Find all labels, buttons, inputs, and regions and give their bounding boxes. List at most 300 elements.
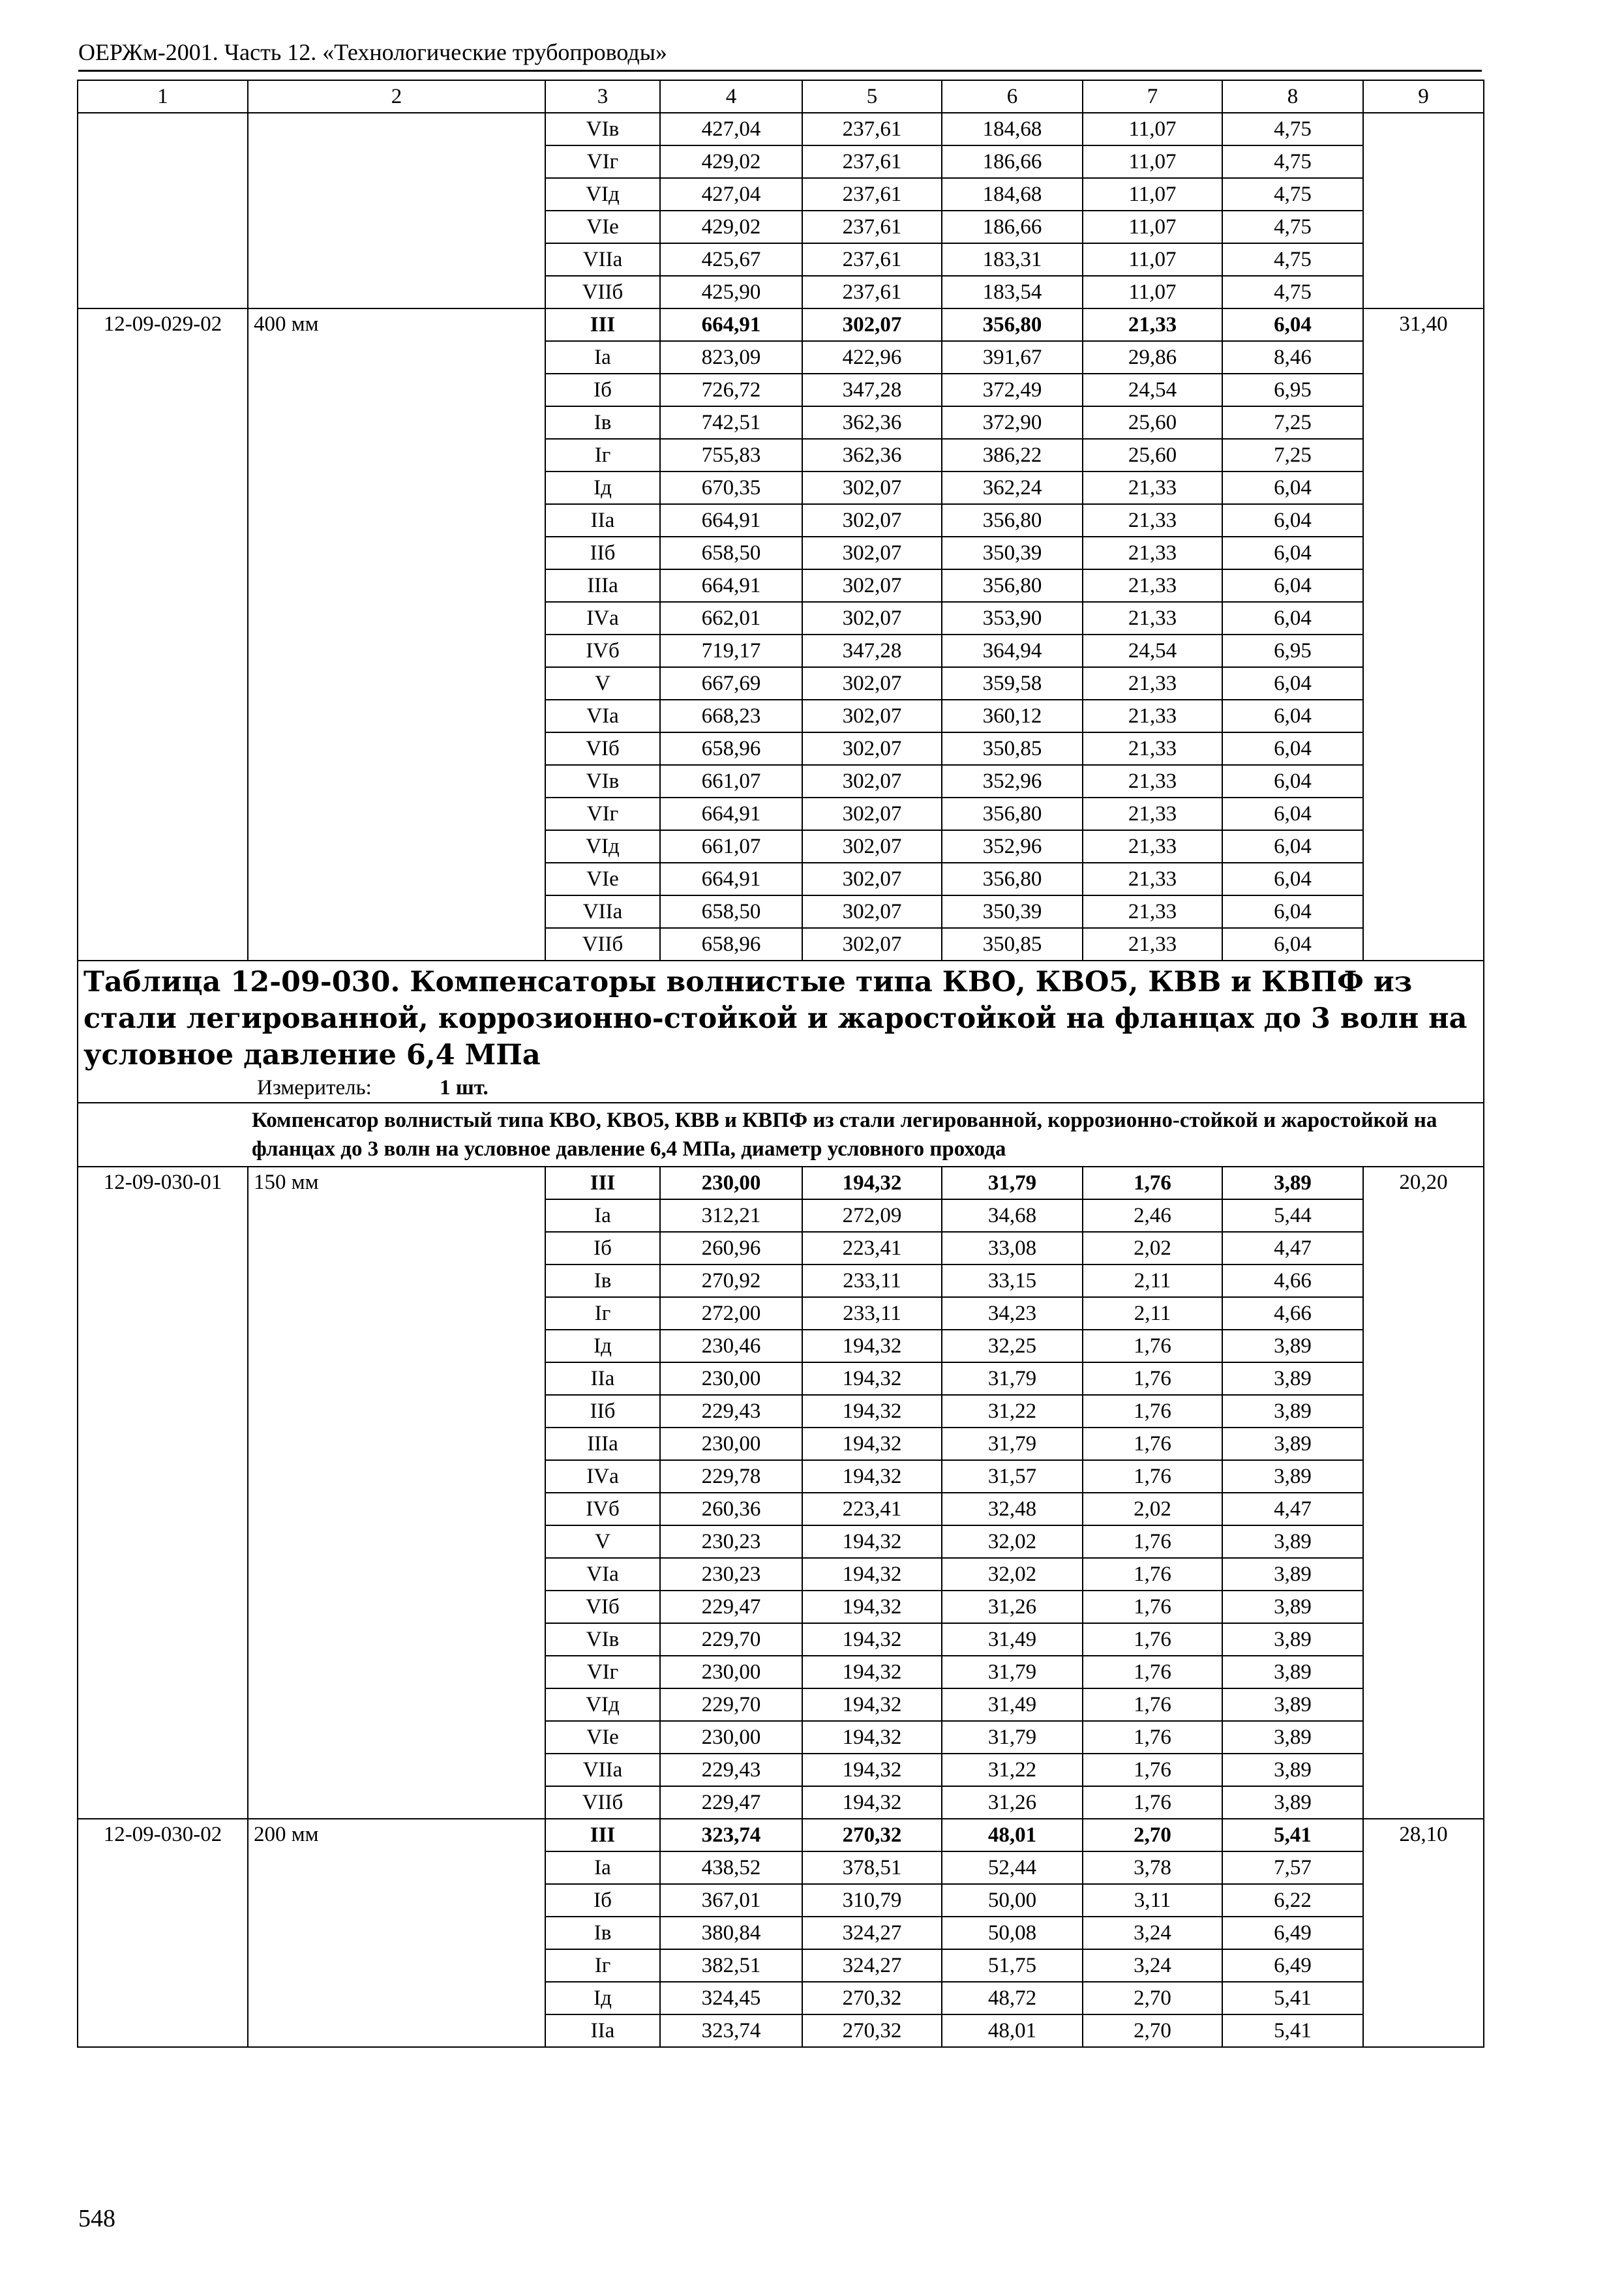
cell-value: 3,89: [1222, 1754, 1363, 1786]
cell-value: 1,76: [1083, 1558, 1222, 1591]
column-number: 7: [1083, 80, 1222, 113]
cell-value: 5,41: [1222, 2014, 1363, 2047]
cell-value: 4,47: [1222, 1493, 1363, 1525]
cell-value: 658,50: [660, 895, 802, 928]
cell-value: 260,36: [660, 1493, 802, 1525]
cell-value: 230,00: [660, 1721, 802, 1754]
cell-value: 230,23: [660, 1525, 802, 1558]
cell-value: 3,11: [1083, 1884, 1222, 1917]
cell-value: 1,76: [1083, 1362, 1222, 1395]
cell-value: 3,89: [1222, 1428, 1363, 1460]
cell-value: 6,95: [1222, 374, 1363, 406]
region-mark: VIIб: [545, 1786, 660, 1819]
cell-value: 50,00: [942, 1884, 1083, 1917]
region-mark: Iа: [545, 1851, 660, 1884]
cell-value: 5,41: [1222, 1982, 1363, 2014]
cell-value: 719,17: [660, 635, 802, 667]
cell-value: 229,78: [660, 1460, 802, 1493]
region-mark: VIIа: [545, 243, 660, 276]
cell-value: 356,80: [942, 504, 1083, 537]
cell-value: 302,07: [802, 471, 942, 504]
cell-value: 425,67: [660, 243, 802, 276]
cell-value: 1,76: [1083, 1395, 1222, 1428]
cell-value: 194,32: [802, 1623, 942, 1656]
cell-value: 4,75: [1222, 113, 1363, 145]
cell-value: 1,76: [1083, 1688, 1222, 1721]
cell-value: 323,74: [660, 2014, 802, 2047]
labor-total: 31,40: [1363, 308, 1484, 961]
cell-value: 48,72: [942, 1982, 1083, 2014]
cell-value: 183,54: [942, 276, 1083, 308]
cell-value: 194,32: [802, 1558, 942, 1591]
cell-value: 350,39: [942, 537, 1083, 569]
labor-total: [1363, 113, 1484, 308]
cell-value: 21,33: [1083, 308, 1222, 341]
region-mark: IIIа: [545, 1428, 660, 1460]
region-mark: Iб: [545, 1232, 660, 1264]
cell-value: 662,01: [660, 602, 802, 635]
cell-value: 272,00: [660, 1297, 802, 1330]
cell-value: 347,28: [802, 374, 942, 406]
column-number-row: [78, 80, 1484, 113]
cell-value: 24,54: [1083, 635, 1222, 667]
cell-value: 21,33: [1083, 765, 1222, 798]
cell-value: 233,11: [802, 1264, 942, 1297]
cell-value: 6,04: [1222, 602, 1363, 635]
cell-value: 668,23: [660, 700, 802, 732]
measure-line: [257, 1073, 1478, 1102]
cell-value: 184,68: [942, 178, 1083, 211]
cell-value: 324,27: [802, 1917, 942, 1949]
cell-value: 1,76: [1083, 1786, 1222, 1819]
region-mark: IVб: [545, 1493, 660, 1525]
cell-value: 3,89: [1222, 1525, 1363, 1558]
cell-value: 359,58: [942, 667, 1083, 700]
region-mark: VIIа: [545, 895, 660, 928]
rate-name: [248, 113, 545, 308]
region-mark: VIг: [545, 1656, 660, 1688]
cell-value: 1,76: [1083, 1167, 1222, 1199]
cell-value: 6,04: [1222, 732, 1363, 765]
region-mark: Iв: [545, 1264, 660, 1297]
region-mark: VIб: [545, 1591, 660, 1623]
cell-value: 31,79: [942, 1656, 1083, 1688]
cell-value: 194,32: [802, 1721, 942, 1754]
cell-value: 31,22: [942, 1754, 1083, 1786]
region-mark: V: [545, 1525, 660, 1558]
cell-value: 6,04: [1222, 537, 1363, 569]
cell-value: 302,07: [802, 537, 942, 569]
cell-value: 6,22: [1222, 1884, 1363, 1917]
cell-value: 372,90: [942, 406, 1083, 439]
cell-value: 194,32: [802, 1428, 942, 1460]
cell-value: 29,86: [1083, 341, 1222, 374]
cell-value: 3,89: [1222, 1688, 1363, 1721]
cell-value: 302,07: [802, 308, 942, 341]
cell-value: 7,57: [1222, 1851, 1363, 1884]
cell-value: 425,90: [660, 276, 802, 308]
cell-value: 5,41: [1222, 1819, 1363, 1851]
cell-value: 237,61: [802, 178, 942, 211]
cell-value: 7,25: [1222, 406, 1363, 439]
cell-value: 31,79: [942, 1362, 1083, 1395]
cell-value: 260,96: [660, 1232, 802, 1264]
cell-value: 21,33: [1083, 863, 1222, 895]
cell-value: 3,89: [1222, 1623, 1363, 1656]
cell-value: 2,02: [1083, 1493, 1222, 1525]
region-mark: VIIб: [545, 276, 660, 308]
cell-value: 194,32: [802, 1362, 942, 1395]
cell-value: 11,07: [1083, 113, 1222, 145]
cell-value: 32,02: [942, 1558, 1083, 1591]
cell-value: 21,33: [1083, 928, 1222, 961]
cell-value: 21,33: [1083, 602, 1222, 635]
cell-value: 6,04: [1222, 928, 1363, 961]
cell-value: 352,96: [942, 765, 1083, 798]
cell-value: 230,00: [660, 1362, 802, 1395]
cell-value: 184,68: [942, 113, 1083, 145]
region-mark: Iв: [545, 1917, 660, 1949]
cell-value: 230,23: [660, 1558, 802, 1591]
cell-value: 11,07: [1083, 145, 1222, 178]
table-title: Таблица 12-09-030. Компенсаторы волнистые типа КВО, КВО5, КВВ и КВПФ из стали легированной, коррозионно-стойкой и жаростойкой на фланцах до 3 волн на условное давление 6,4 МПа: [83, 966, 1467, 1071]
cell-value: 362,24: [942, 471, 1083, 504]
cell-value: 1,76: [1083, 1754, 1222, 1786]
cell-value: 360,12: [942, 700, 1083, 732]
cell-value: 32,48: [942, 1493, 1083, 1525]
cell-value: 194,32: [802, 1754, 942, 1786]
cell-value: 6,04: [1222, 667, 1363, 700]
region-mark: III: [545, 308, 660, 341]
region-mark: Iд: [545, 1330, 660, 1362]
cell-value: 6,04: [1222, 863, 1363, 895]
cell-value: 4,75: [1222, 276, 1363, 308]
cell-value: 229,43: [660, 1754, 802, 1786]
column-number: 2: [248, 80, 545, 113]
cell-value: 2,02: [1083, 1232, 1222, 1264]
cell-value: 3,89: [1222, 1395, 1363, 1428]
cell-value: 6,04: [1222, 700, 1363, 732]
cell-value: 302,07: [802, 798, 942, 830]
cell-value: 237,61: [802, 145, 942, 178]
cell-value: 3,78: [1083, 1851, 1222, 1884]
cell-value: 4,75: [1222, 178, 1363, 211]
cell-value: 48,01: [942, 2014, 1083, 2047]
cell-value: 2,70: [1083, 2014, 1222, 2047]
rates-table: [77, 80, 1484, 2048]
cell-value: 302,07: [802, 602, 942, 635]
cell-value: 658,96: [660, 928, 802, 961]
cell-value: 7,25: [1222, 439, 1363, 471]
cell-value: 362,36: [802, 439, 942, 471]
cell-value: 31,49: [942, 1688, 1083, 1721]
region-mark: Iг: [545, 439, 660, 471]
rate-name: 200 мм: [248, 1819, 545, 2047]
rate-name: 400 мм: [248, 308, 545, 961]
cell-value: 429,02: [660, 145, 802, 178]
region-mark: IVб: [545, 635, 660, 667]
region-mark: IIб: [545, 1395, 660, 1428]
cell-value: 391,67: [942, 341, 1083, 374]
cell-value: 302,07: [802, 765, 942, 798]
cell-value: 3,24: [1083, 1917, 1222, 1949]
cell-value: 2,70: [1083, 1819, 1222, 1851]
cell-value: 661,07: [660, 830, 802, 863]
cell-value: 664,91: [660, 569, 802, 602]
region-mark: IIа: [545, 2014, 660, 2047]
cell-value: 352,96: [942, 830, 1083, 863]
region-mark: VIд: [545, 1688, 660, 1721]
cell-value: 350,85: [942, 928, 1083, 961]
cell-value: 3,24: [1083, 1949, 1222, 1982]
cell-value: 33,15: [942, 1264, 1083, 1297]
cell-value: 356,80: [942, 569, 1083, 602]
region-mark: VIг: [545, 145, 660, 178]
cell-value: 302,07: [802, 700, 942, 732]
column-number: 6: [942, 80, 1083, 113]
cell-value: 237,61: [802, 211, 942, 243]
rate-code: [78, 113, 248, 308]
region-mark: Iв: [545, 406, 660, 439]
cell-value: 6,04: [1222, 830, 1363, 863]
cell-value: 5,44: [1222, 1199, 1363, 1232]
region-mark: VIв: [545, 113, 660, 145]
cell-value: 21,33: [1083, 667, 1222, 700]
rate-code: 12-09-030-02: [78, 1819, 248, 2047]
cell-value: 11,07: [1083, 276, 1222, 308]
cell-value: 2,70: [1083, 1982, 1222, 2014]
rate-code: 12-09-030-01: [78, 1167, 248, 1819]
cell-value: 427,04: [660, 178, 802, 211]
column-number: 4: [660, 80, 802, 113]
cell-value: 48,01: [942, 1819, 1083, 1851]
cell-value: 32,25: [942, 1330, 1083, 1362]
cell-value: 356,80: [942, 308, 1083, 341]
cell-value: 21,33: [1083, 504, 1222, 537]
column-number: 8: [1222, 80, 1363, 113]
region-mark: Iа: [545, 341, 660, 374]
cell-value: 438,52: [660, 1851, 802, 1884]
cell-value: 3,89: [1222, 1656, 1363, 1688]
cell-value: 1,76: [1083, 1623, 1222, 1656]
measure-unit: 1 шт.: [440, 1076, 489, 1100]
cell-value: 233,11: [802, 1297, 942, 1330]
cell-value: 230,00: [660, 1167, 802, 1199]
cell-value: 6,95: [1222, 635, 1363, 667]
region-mark: IVа: [545, 1460, 660, 1493]
rate-name: 150 мм: [248, 1167, 545, 1819]
cell-value: 4,75: [1222, 243, 1363, 276]
cell-value: 726,72: [660, 374, 802, 406]
cell-value: 1,76: [1083, 1428, 1222, 1460]
cell-value: 755,83: [660, 439, 802, 471]
cell-value: 194,32: [802, 1786, 942, 1819]
cell-value: 32,02: [942, 1525, 1083, 1558]
cell-value: 24,54: [1083, 374, 1222, 406]
cell-value: 11,07: [1083, 243, 1222, 276]
table-row: [78, 308, 1484, 341]
region-mark: VIг: [545, 798, 660, 830]
cell-value: 1,76: [1083, 1591, 1222, 1623]
labor-total: 20,20: [1363, 1167, 1484, 1819]
region-mark: IVа: [545, 602, 660, 635]
cell-value: 50,08: [942, 1917, 1083, 1949]
cell-value: 194,32: [802, 1330, 942, 1362]
cell-value: 52,44: [942, 1851, 1083, 1884]
cell-value: 194,32: [802, 1395, 942, 1428]
cell-value: 6,04: [1222, 895, 1363, 928]
cell-value: 427,04: [660, 113, 802, 145]
table-row: [78, 1819, 1484, 1851]
cell-value: 6,04: [1222, 504, 1363, 537]
cell-value: 664,91: [660, 504, 802, 537]
cell-value: 6,04: [1222, 765, 1363, 798]
cell-value: 378,51: [802, 1851, 942, 1884]
cell-value: 237,61: [802, 113, 942, 145]
cell-value: 4,66: [1222, 1264, 1363, 1297]
cell-value: 229,70: [660, 1623, 802, 1656]
cell-value: 364,94: [942, 635, 1083, 667]
measure-label: Измеритель:: [257, 1076, 372, 1100]
region-mark: VIе: [545, 1721, 660, 1754]
cell-value: 2,11: [1083, 1264, 1222, 1297]
cell-value: 3,89: [1222, 1786, 1363, 1819]
cell-value: 353,90: [942, 602, 1083, 635]
cell-value: 6,04: [1222, 798, 1363, 830]
cell-value: 661,07: [660, 765, 802, 798]
region-mark: IIIа: [545, 569, 660, 602]
cell-value: 31,22: [942, 1395, 1083, 1428]
cell-value: 186,66: [942, 145, 1083, 178]
region-mark: VIIб: [545, 928, 660, 961]
cell-value: 6,49: [1222, 1949, 1363, 1982]
cell-value: 6,49: [1222, 1917, 1363, 1949]
cell-value: 25,60: [1083, 439, 1222, 471]
region-mark: IIа: [545, 1362, 660, 1395]
cell-value: 664,91: [660, 798, 802, 830]
cell-value: 34,68: [942, 1199, 1083, 1232]
cell-value: 367,01: [660, 1884, 802, 1917]
cell-value: 230,00: [660, 1428, 802, 1460]
table-row: [78, 1167, 1484, 1199]
cell-value: 667,69: [660, 667, 802, 700]
cell-value: 1,76: [1083, 1330, 1222, 1362]
cell-value: 350,85: [942, 732, 1083, 765]
cell-value: 194,32: [802, 1167, 942, 1199]
region-mark: VIб: [545, 732, 660, 765]
cell-value: 350,39: [942, 895, 1083, 928]
cell-value: 31,49: [942, 1623, 1083, 1656]
cell-value: 302,07: [802, 667, 942, 700]
cell-value: 3,89: [1222, 1167, 1363, 1199]
cell-value: 664,91: [660, 863, 802, 895]
cell-value: 11,07: [1083, 211, 1222, 243]
header-rule: [78, 70, 1482, 72]
cell-value: 324,45: [660, 1982, 802, 2014]
cell-value: 194,32: [802, 1656, 942, 1688]
cell-value: 194,32: [802, 1591, 942, 1623]
cell-value: 658,50: [660, 537, 802, 569]
cell-value: 1,76: [1083, 1525, 1222, 1558]
cell-value: 670,35: [660, 471, 802, 504]
region-mark: VIа: [545, 1558, 660, 1591]
table-description: Компенсатор волнистый типа КВО, КВО5, КВВ и КВПФ из стали легированной, коррозионно-стойкой и жаростойкой на фланцах до 3 волн на условное давление 6,4 МПа, диаметр условного прохода: [78, 1103, 1484, 1167]
cell-value: 2,46: [1083, 1199, 1222, 1232]
cell-value: 229,70: [660, 1688, 802, 1721]
cell-value: 658,96: [660, 732, 802, 765]
region-mark: IIб: [545, 537, 660, 569]
cell-value: 4,75: [1222, 211, 1363, 243]
cell-value: 223,41: [802, 1232, 942, 1264]
cell-value: 3,89: [1222, 1721, 1363, 1754]
cell-value: 312,21: [660, 1199, 802, 1232]
rate-code: 12-09-029-02: [78, 308, 248, 961]
cell-value: 21,33: [1083, 895, 1222, 928]
cell-value: 25,60: [1083, 406, 1222, 439]
cell-value: 31,79: [942, 1721, 1083, 1754]
region-mark: III: [545, 1167, 660, 1199]
region-mark: Iа: [545, 1199, 660, 1232]
page-number: 548: [78, 2205, 115, 2232]
description-row: [78, 1103, 1484, 1167]
region-mark: Iг: [545, 1297, 660, 1330]
cell-value: 230,00: [660, 1656, 802, 1688]
cell-value: 6,04: [1222, 308, 1363, 341]
cell-value: 194,32: [802, 1688, 942, 1721]
cell-value: 382,51: [660, 1949, 802, 1982]
labor-total: 28,10: [1363, 1819, 1484, 2047]
cell-value: 302,07: [802, 928, 942, 961]
region-mark: IIа: [545, 504, 660, 537]
cell-value: 33,08: [942, 1232, 1083, 1264]
cell-value: 21,33: [1083, 569, 1222, 602]
cell-value: 21,33: [1083, 798, 1222, 830]
cell-value: 380,84: [660, 1917, 802, 1949]
cell-value: 194,32: [802, 1460, 942, 1493]
cell-value: 302,07: [802, 569, 942, 602]
cell-value: 742,51: [660, 406, 802, 439]
cell-value: 6,04: [1222, 471, 1363, 504]
cell-value: 356,80: [942, 863, 1083, 895]
cell-value: 229,43: [660, 1395, 802, 1428]
cell-value: 356,80: [942, 798, 1083, 830]
cell-value: 3,89: [1222, 1362, 1363, 1395]
cell-value: 229,47: [660, 1786, 802, 1819]
cell-value: 372,49: [942, 374, 1083, 406]
cell-value: 3,89: [1222, 1330, 1363, 1362]
cell-value: 4,75: [1222, 145, 1363, 178]
cell-value: 386,22: [942, 439, 1083, 471]
cell-value: 272,09: [802, 1199, 942, 1232]
cell-value: 3,89: [1222, 1460, 1363, 1493]
region-mark: Iб: [545, 1884, 660, 1917]
cell-value: 270,32: [802, 1982, 942, 2014]
region-mark: VIв: [545, 765, 660, 798]
cell-value: 21,33: [1083, 732, 1222, 765]
cell-value: 270,32: [802, 2014, 942, 2047]
column-number: 9: [1363, 80, 1484, 113]
cell-value: 664,91: [660, 308, 802, 341]
column-number: 1: [78, 80, 248, 113]
cell-value: 323,74: [660, 1819, 802, 1851]
table-title-row: [78, 961, 1484, 1103]
cell-value: 51,75: [942, 1949, 1083, 1982]
cell-value: 362,36: [802, 406, 942, 439]
cell-value: 11,07: [1083, 178, 1222, 211]
region-mark: VIа: [545, 700, 660, 732]
cell-value: 31,26: [942, 1786, 1083, 1819]
table-title-cell: [78, 961, 1484, 1103]
